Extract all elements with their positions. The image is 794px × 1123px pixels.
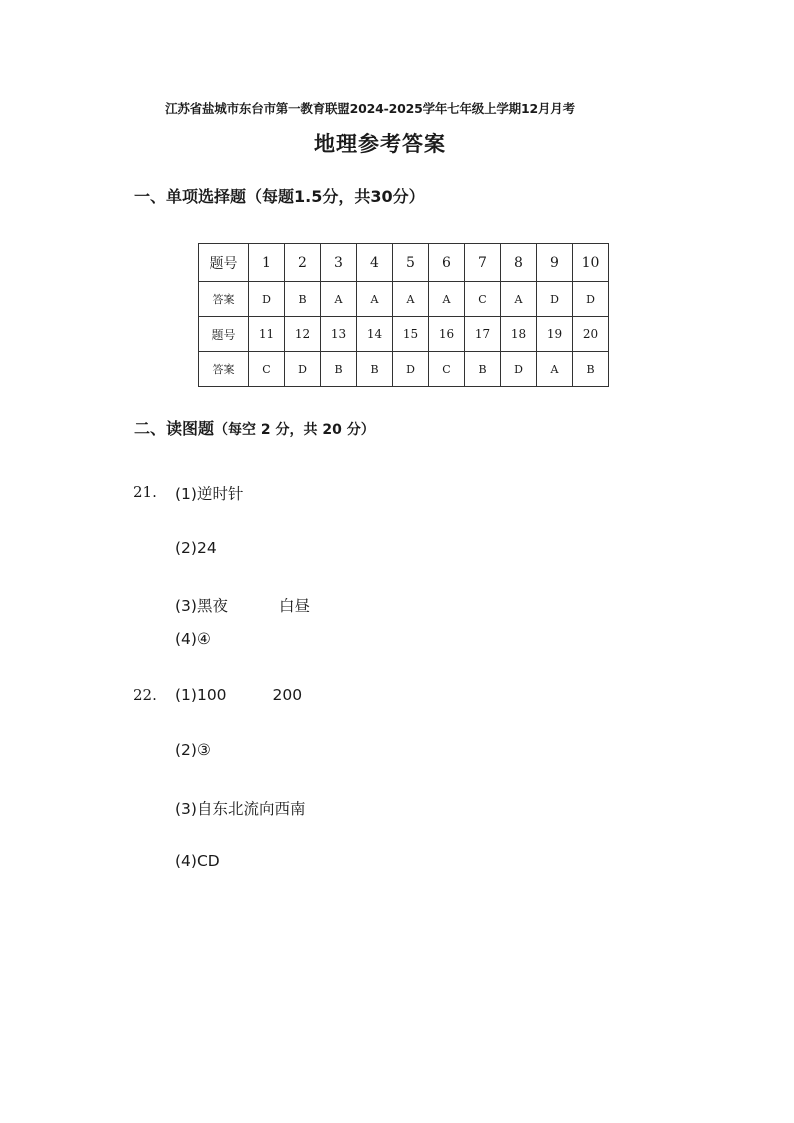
answer-cell: C <box>429 352 465 387</box>
question-number-cell: 14 <box>357 317 393 352</box>
question-number-cell: 12 <box>285 317 321 352</box>
q21-answer-1: (1)逆时针 <box>175 485 244 503</box>
answer-cell: C <box>465 282 501 317</box>
page-title: 地理参考答案 <box>314 132 446 156</box>
question-number-22: 22. <box>133 686 157 704</box>
answer-cell: D <box>393 352 429 387</box>
answer-cell: B <box>285 282 321 317</box>
answer-cell: B <box>357 352 393 387</box>
question-number-cell: 10 <box>573 244 609 282</box>
question-number-cell: 15 <box>393 317 429 352</box>
section-heading-map-reading <box>134 416 375 439</box>
table-row-numbers-1 <box>199 244 609 282</box>
q21-answer-3-day: 白昼 <box>278 597 310 615</box>
q21-answer-3-night: (3)黑夜 <box>175 597 228 615</box>
q22-answer-4: (4)CD <box>175 852 220 870</box>
answer-cell: D <box>573 282 609 317</box>
question-number-cell: 9 <box>537 244 573 282</box>
row-label-number: 题号 <box>199 244 249 282</box>
question-number-cell: 1 <box>249 244 285 282</box>
question-number-cell: 17 <box>465 317 501 352</box>
question-number-cell: 3 <box>321 244 357 282</box>
question-number-cell: 18 <box>501 317 537 352</box>
table-row-answers-1 <box>199 282 609 317</box>
answer-cell: B <box>465 352 501 387</box>
exam-subtitle: 江苏省盐城市东台市第一教育联盟2024-2025学年七年级上学期12月月考 <box>165 101 575 116</box>
q22-answer-1 <box>175 686 302 704</box>
answer-cell: D <box>249 282 285 317</box>
row-label-answer: 答案 <box>199 282 249 317</box>
q22-answer-1-first: (1)100 <box>175 686 227 704</box>
answer-cell: B <box>321 352 357 387</box>
q22-answer-2: (2)③ <box>175 741 211 759</box>
question-number-cell: 2 <box>285 244 321 282</box>
row-label-number: 题号 <box>199 317 249 352</box>
question-number-cell: 8 <box>501 244 537 282</box>
answer-cell: A <box>321 282 357 317</box>
question-number-cell: 11 <box>249 317 285 352</box>
answer-cell: A <box>429 282 465 317</box>
answer-cell: D <box>537 282 573 317</box>
q21-answer-4: (4)④ <box>175 630 211 648</box>
question-number-21: 21. <box>133 483 157 501</box>
answer-cell: A <box>537 352 573 387</box>
q22-answer-1-second: 200 <box>272 686 303 704</box>
question-number-cell: 6 <box>429 244 465 282</box>
question-number-cell: 20 <box>573 317 609 352</box>
answer-cell: D <box>285 352 321 387</box>
answer-cell: D <box>501 352 537 387</box>
q22-answer-3: (3)自东北流向西南 <box>175 800 306 818</box>
section-heading-choice: 一、单项选择题（每题1.5分，共30分） <box>134 187 425 206</box>
section2-title: 二、读图题 <box>134 419 215 438</box>
question-number-cell: 4 <box>357 244 393 282</box>
answer-cell: A <box>393 282 429 317</box>
answer-cell: C <box>249 352 285 387</box>
row-label-answer: 答案 <box>199 352 249 387</box>
answer-cell: A <box>501 282 537 317</box>
table-row-numbers-2 <box>199 317 609 352</box>
section2-score-note: （每空 2 分，共 20 分） <box>214 422 375 438</box>
question-number-cell: 19 <box>537 317 573 352</box>
table-row-answers-2 <box>199 352 609 387</box>
answer-cell: B <box>573 352 609 387</box>
question-number-cell: 13 <box>321 317 357 352</box>
answer-cell: A <box>357 282 393 317</box>
question-number-cell: 16 <box>429 317 465 352</box>
answer-table <box>198 243 609 387</box>
question-number-cell: 5 <box>393 244 429 282</box>
question-number-cell: 7 <box>465 244 501 282</box>
q21-answer-3 <box>175 594 310 616</box>
q21-answer-2: (2)24 <box>175 539 217 557</box>
